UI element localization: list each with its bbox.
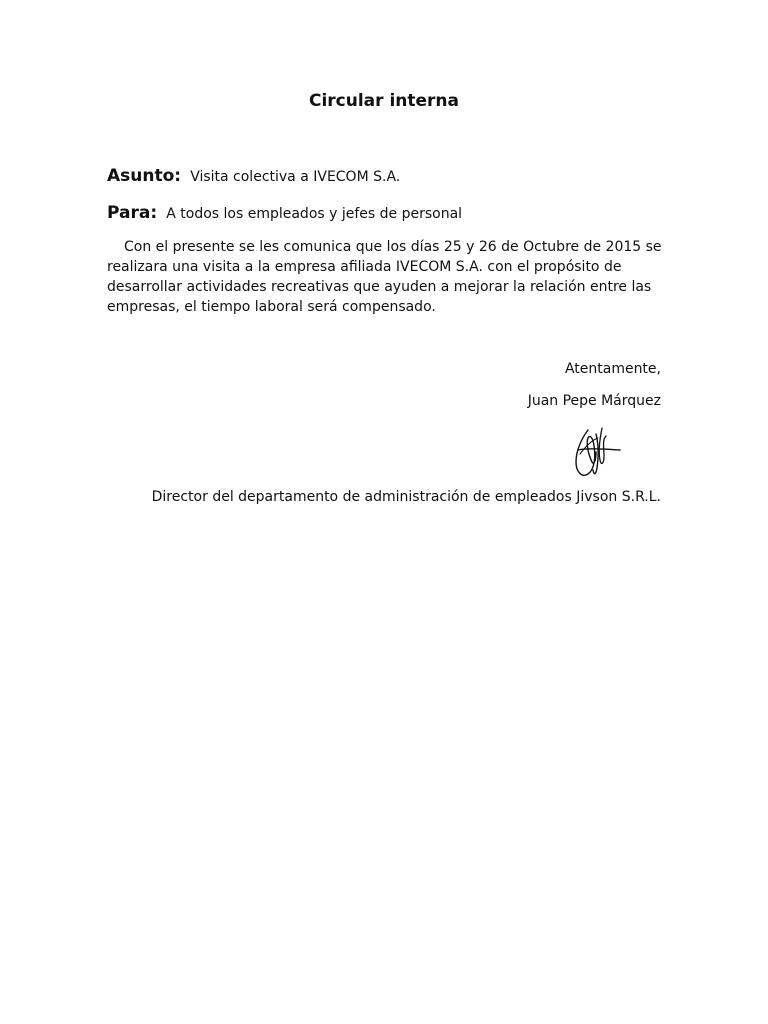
body-line: desarrollar actividades recreativas que ayuden a mejorar la relación entre las [107, 279, 652, 295]
subject-line [107, 165, 400, 188]
recipient-label: Para: [107, 203, 158, 223]
handwritten-signature-icon [566, 424, 626, 480]
document-title: Circular interna [308, 91, 459, 111]
recipient-line [107, 202, 462, 225]
body-line: realizara una visita a la empresa afiliada IVECOM S.A. con el propósito de [107, 259, 622, 275]
recipient-value: A todos los empleados y jefes de personal [166, 206, 463, 222]
subject-value: Visita colectiva a IVECOM S.A. [190, 169, 401, 185]
subject-label: Asunto: [107, 166, 182, 186]
signer-name: Juan Pepe Márquez [527, 393, 661, 409]
closing-salutation: Atentamente, [564, 361, 661, 377]
body-line: empresas, el tiempo laboral será compensado. [107, 299, 436, 315]
body-line: Con el presente se les comunica que los días 25 y 26 de Octubre de 2015 se [124, 239, 662, 255]
signer-role: Director del departamento de administración de empleados Jivson S.R.L. [151, 489, 661, 505]
body-paragraph [107, 237, 667, 317]
